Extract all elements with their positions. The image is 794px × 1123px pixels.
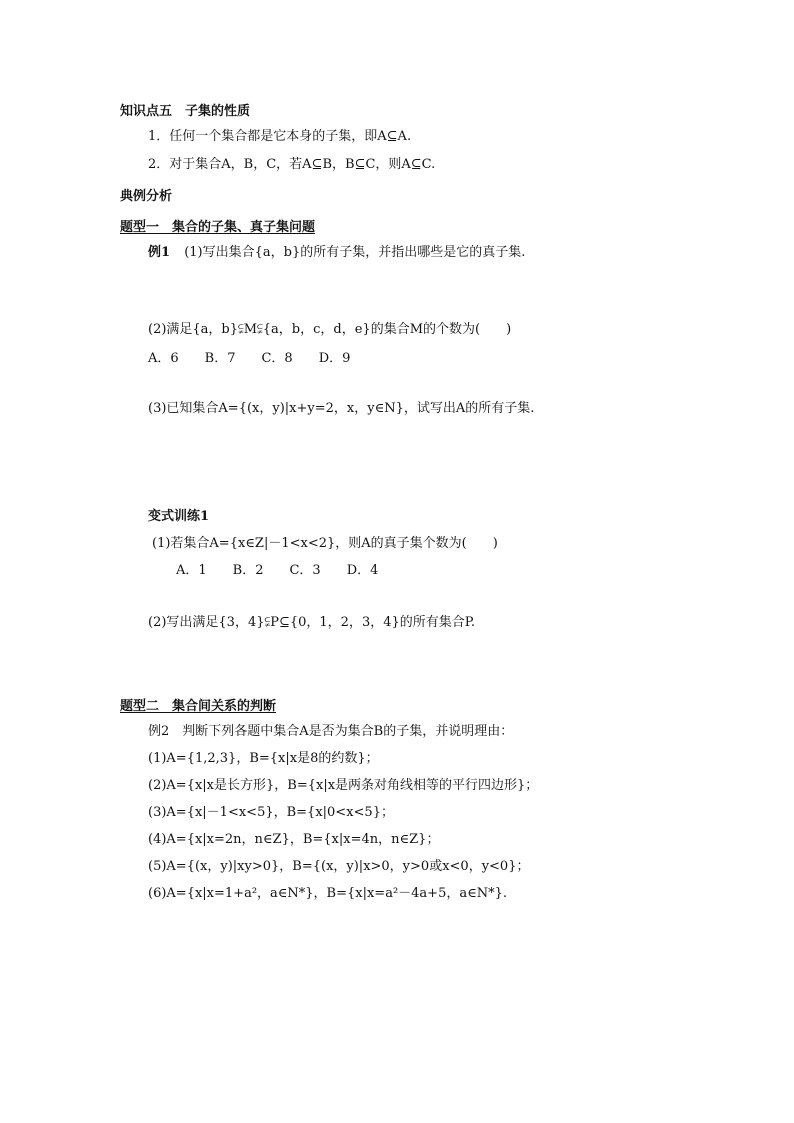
kp5-title: 知识点五 子集的性质	[120, 104, 251, 119]
type2-title: 题型二 集合间关系的判断	[120, 699, 277, 714]
example1-question1	[148, 244, 525, 262]
example1-q1-text: (1)写出集合{a，b}的所有子集，并指出哪些是它的真子集.	[184, 245, 526, 260]
kp5-item-1: 1．任何一个集合都是它本身的子集，即A⊆A.	[148, 129, 412, 144]
variant1-question1: (1)若集合A={x∈Z|－1<x<2}，则A的真子集个数为( )	[152, 536, 498, 551]
example1-question2-options: A．6 B．7 C．8 D．9	[148, 351, 351, 366]
kp5-item-2: 2．对于集合A，B，C，若A⊆B，B⊆C，则A⊆C.	[148, 157, 436, 172]
type1-title: 题型一 集合的子集、真子集问题	[120, 220, 316, 235]
example2-item-4: (4)A={x|x=2n，n∈Z}，B={x|x=4n，n∈Z}；	[148, 832, 440, 847]
variant1-question2: (2)写出满足{3，4}⫋P⊆{0，1，2，3，4}的所有集合P.	[148, 615, 476, 630]
example1-label: 例1	[148, 245, 171, 260]
example2-intro: 例2 判断下列各题中集合A是否为集合B的子集，并说明理由：	[148, 724, 514, 739]
example2-item-6: (6)A={x|x=1+a²，a∈N*}，B={x|x=a²－4a+5，a∈N*}.	[148, 886, 507, 901]
variant1-question1-options: A．1 B．2 C．3 D．4	[176, 563, 379, 578]
example2-item-5: (5)A={(x，y)|xy>0}，B={(x，y)|x>0，y>0或x<0，y<0}；	[148, 859, 530, 874]
variant1-title: 变式训练1	[148, 509, 210, 524]
example2-item-2: (2)A={x|x是长方形}，B={x|x是两条对角线相等的平行四边形}；	[148, 778, 539, 793]
example2-item-1: (1)A={1,2,3}，B={x|x是8的约数}；	[148, 751, 379, 766]
examples-heading: 典例分析	[120, 189, 173, 204]
example1-question3: (3)已知集合A={(x，y)|x+y=2，x，y∈N}，试写出A的所有子集.	[148, 401, 535, 416]
example1-question2: (2)满足{a，b}⫋M⫋{a，b，c，d，e}的集合M的个数为( )	[148, 322, 512, 337]
example2-item-3: (3)A={x|－1<x<5}，B={x|0<x<5}；	[148, 805, 394, 820]
